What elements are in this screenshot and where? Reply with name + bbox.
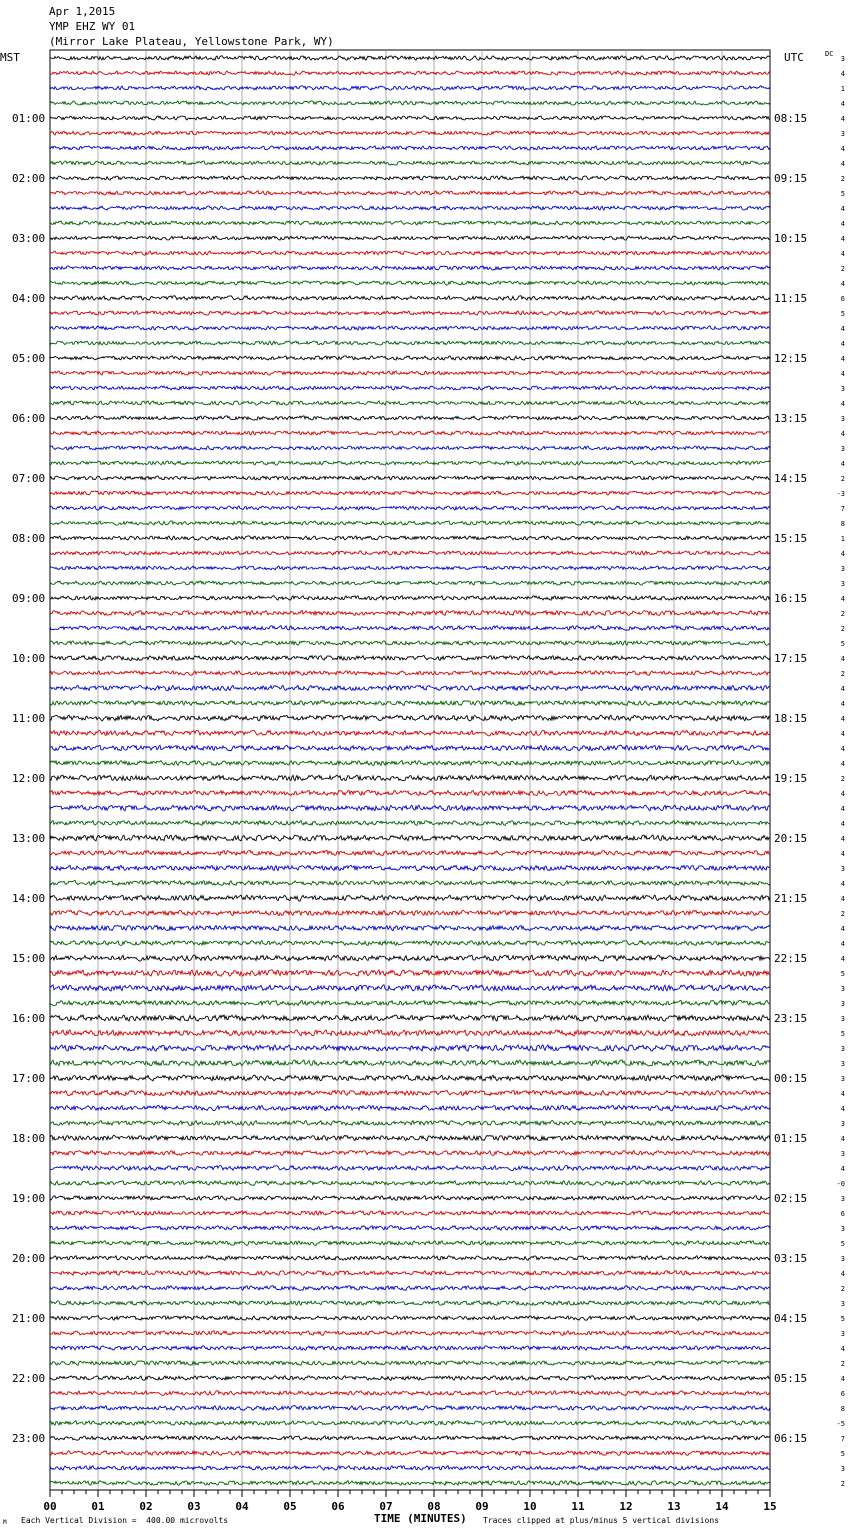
- dc-offset-label: 4: [840, 145, 845, 153]
- seismic-trace: [50, 326, 770, 330]
- seismic-trace: [50, 566, 770, 570]
- x-tick-label: 09: [475, 1500, 489, 1513]
- seismic-trace: [50, 386, 770, 390]
- dc-offset-label: 3: [840, 1330, 845, 1338]
- dc-offset-label: 3: [840, 55, 845, 63]
- seismic-trace: [50, 850, 770, 855]
- seismic-trace: [50, 611, 770, 616]
- dc-offset-label: 7: [840, 1435, 845, 1443]
- dc-offset-label: 4: [840, 235, 845, 243]
- x-tick-label: 00: [43, 1500, 57, 1513]
- mst-hour-label: 14:00: [12, 892, 46, 905]
- dc-offset-label: 4: [840, 355, 845, 363]
- mst-hour-label: 19:00: [12, 1192, 46, 1205]
- seismic-trace: [50, 1121, 770, 1126]
- dc-offset-label: 4: [840, 655, 845, 663]
- dc-offset-label: -3: [836, 490, 845, 498]
- dc-offset-label: 4: [840, 850, 845, 858]
- seismic-traces: [50, 56, 770, 1486]
- dc-offset-label: 4: [840, 220, 845, 228]
- dc-offset-label: 3: [840, 1150, 845, 1158]
- mst-hour-label: 15:00: [12, 952, 46, 965]
- dc-offset-label: 4: [840, 880, 845, 888]
- dc-offset-label: 6: [840, 295, 845, 303]
- corner-mark: M: [3, 1519, 7, 1526]
- dc-offset-label: 2: [840, 1480, 845, 1488]
- seismic-trace: [50, 1241, 770, 1246]
- dc-offset-label: 4: [840, 460, 845, 468]
- seismic-trace: [50, 461, 770, 465]
- seismic-trace: [50, 1135, 770, 1140]
- dc-offset-label: 5: [840, 190, 845, 198]
- mst-hour-label: 05:00: [12, 352, 46, 365]
- seismic-trace: [50, 416, 770, 420]
- mst-hour-label: 18:00: [12, 1132, 46, 1145]
- dc-offset-label: 4: [840, 790, 845, 798]
- dc-offset-label: 5: [840, 970, 845, 978]
- dc-offset-label: 1: [840, 535, 845, 543]
- x-tick-label: 13: [667, 1500, 681, 1513]
- dc-offset-label: 7: [840, 505, 845, 513]
- seismic-trace: [50, 641, 770, 645]
- seismic-trace: [50, 206, 770, 210]
- dc-offset-label: 4: [840, 205, 845, 213]
- dc-offset-label: 3: [840, 1225, 845, 1233]
- dc-offset-label: 4: [840, 895, 845, 903]
- seismic-trace: [50, 551, 770, 555]
- dc-offset-label: 3: [840, 1060, 845, 1068]
- seismic-trace: [50, 835, 770, 841]
- seismic-trace: [50, 895, 770, 901]
- seismic-trace: [50, 581, 770, 585]
- x-tick-label: 03: [187, 1500, 201, 1513]
- mst-hour-label: 13:00: [12, 832, 46, 845]
- seismic-trace: [50, 671, 770, 676]
- seismic-trace: [50, 1226, 770, 1231]
- dc-offset-label: 3: [840, 1465, 845, 1473]
- mst-hour-label: 03:00: [12, 232, 46, 245]
- dc-offset-label: 4: [840, 685, 845, 693]
- dc-offset-label: 3: [840, 1195, 845, 1203]
- dc-offset-label: 3: [840, 1255, 845, 1263]
- dc-offset-label: 4: [840, 940, 845, 948]
- seismic-trace: [50, 865, 770, 870]
- dc-offset-label: 4: [840, 1135, 845, 1143]
- x-tick-label: 14: [715, 1500, 729, 1513]
- seismic-trace: [50, 161, 770, 165]
- dc-offset-label: 4: [840, 1270, 845, 1278]
- utc-hour-label: 16:15: [774, 592, 808, 605]
- dc-offset-label: 3: [840, 1075, 845, 1083]
- utc-hour-label: 10:15: [774, 232, 808, 245]
- dc-offset-label: 4: [840, 1375, 845, 1383]
- mst-hour-label: 10:00: [12, 652, 46, 665]
- mst-hour-label: 20:00: [12, 1252, 46, 1265]
- seismic-trace: [50, 56, 770, 61]
- seismic-trace: [50, 506, 770, 510]
- seismic-trace: [50, 371, 770, 375]
- utc-hour-label: 20:15: [774, 832, 808, 845]
- dc-offset-label: 2: [840, 610, 845, 618]
- seismic-trace: [50, 701, 770, 706]
- seismic-trace: [50, 1391, 770, 1396]
- dc-offset-label: 4: [840, 745, 845, 753]
- seismic-trace: [50, 1466, 770, 1470]
- x-tick-label: 06: [331, 1500, 345, 1513]
- mst-hour-label: 11:00: [12, 712, 46, 725]
- dc-offset-label: 3: [840, 1300, 845, 1308]
- dc-offset-label: 4: [840, 820, 845, 828]
- seismic-trace: [50, 655, 770, 660]
- x-tick-label: 01: [91, 1500, 105, 1513]
- x-tick-label: 12: [619, 1500, 633, 1513]
- seismic-trace: [50, 805, 770, 811]
- dc-offset-label: 3: [840, 1015, 845, 1023]
- dc-offset-label: 3: [840, 415, 845, 423]
- station-code: YMP EHZ WY 01: [49, 20, 136, 33]
- seismic-trace: [50, 1331, 770, 1336]
- x-tick-label: 15: [763, 1500, 777, 1513]
- dc-offset-label: 2: [840, 1360, 845, 1368]
- dc-offset-label: 4: [840, 70, 845, 78]
- seismic-trace: [50, 1376, 770, 1381]
- seismic-trace: [50, 311, 770, 315]
- dc-offset-label: 1: [840, 85, 845, 93]
- dc-offset-label: 8: [840, 520, 845, 528]
- seismic-trace: [50, 296, 770, 301]
- mst-hour-label: 17:00: [12, 1072, 46, 1085]
- utc-hour-label: 19:15: [774, 772, 808, 785]
- dc-offset-label: 5: [840, 1240, 845, 1248]
- seismic-trace: [50, 236, 770, 240]
- seismic-trace: [50, 446, 770, 450]
- dc-offset-label: 3: [840, 580, 845, 588]
- utc-hour-label: 11:15: [774, 292, 808, 305]
- seismic-trace: [50, 266, 770, 270]
- seismic-trace: [50, 1301, 770, 1306]
- dc-offset-label: 5: [840, 1450, 845, 1458]
- dc-offset-label: 2: [840, 175, 845, 183]
- dc-offset-label: 4: [840, 760, 845, 768]
- x-tick-label: 07: [379, 1500, 393, 1513]
- seismic-trace: [50, 1000, 770, 1005]
- seismic-trace: [50, 86, 770, 90]
- x-tick-label: 08: [427, 1500, 441, 1513]
- mst-hour-label: 06:00: [12, 412, 46, 425]
- utc-hour-label: 23:15: [774, 1012, 808, 1025]
- dc-offset-label: 4: [840, 1345, 845, 1353]
- seismic-trace: [50, 1256, 770, 1260]
- seismic-trace: [50, 955, 770, 961]
- mst-hour-label: 08:00: [12, 532, 46, 545]
- dc-offset-label: 4: [840, 1090, 845, 1098]
- seismic-trace: [50, 431, 770, 435]
- seismic-trace: [50, 1105, 770, 1110]
- seismic-trace: [50, 1406, 770, 1411]
- seismic-trace: [50, 491, 770, 495]
- dc-offset-label: 4: [840, 1165, 845, 1173]
- dc-offset-label: 4: [840, 400, 845, 408]
- dc-offset-label: 4: [840, 955, 845, 963]
- dc-offset-label: 4: [840, 280, 845, 288]
- dc-offset-label: 2: [840, 910, 845, 918]
- dc-offset-label: 3: [840, 1000, 845, 1008]
- seismic-trace: [50, 281, 770, 285]
- seismic-trace: [50, 101, 770, 105]
- utc-hour-label: 21:15: [774, 892, 808, 905]
- dc-offset-label: 6: [840, 1390, 845, 1398]
- utc-hour-label: 03:15: [774, 1252, 808, 1265]
- seismic-trace: [50, 715, 770, 721]
- dc-offset-label: 4: [840, 325, 845, 333]
- dc-offset-label: 4: [840, 370, 845, 378]
- seismic-trace: [50, 1481, 770, 1485]
- utc-hour-label: 15:15: [774, 532, 808, 545]
- dc-offset-label: 2: [840, 265, 845, 273]
- x-tick-label: 04: [235, 1500, 249, 1513]
- station-location: (Mirror Lake Plateau, Yellowstone Park, WY): [49, 35, 334, 48]
- dc-label: DC: [825, 50, 834, 58]
- seismic-trace: [50, 941, 770, 946]
- seismic-trace: [50, 730, 770, 735]
- seismic-trace: [50, 191, 770, 195]
- x-tick-label: 02: [139, 1500, 153, 1513]
- mst-hour-label: 16:00: [12, 1012, 46, 1025]
- utc-hour-label: 00:15: [774, 1072, 808, 1085]
- utc-hour-label: 01:15: [774, 1132, 808, 1145]
- seismic-trace: [50, 521, 770, 525]
- dc-offset-label: 3: [840, 445, 845, 453]
- seismic-trace: [50, 880, 770, 885]
- utc-hour-label: 22:15: [774, 952, 808, 965]
- dc-offset-label: 4: [840, 835, 845, 843]
- seismic-trace: [50, 760, 770, 765]
- seismic-trace: [50, 476, 770, 480]
- utc-hour-label: 02:15: [774, 1192, 808, 1205]
- dc-offset-label: 3: [840, 385, 845, 393]
- dc-offset-label: 3: [840, 1120, 845, 1128]
- seismic-trace: [50, 1045, 770, 1051]
- seismic-trace: [50, 1271, 770, 1276]
- dc-offset-label: 4: [840, 595, 845, 603]
- mst-hour-label: 22:00: [12, 1372, 46, 1385]
- seismic-trace: [50, 970, 770, 976]
- dc-offset-label: 4: [840, 550, 845, 558]
- dc-offset-label: 4: [840, 700, 845, 708]
- mst-hour-label: 01:00: [12, 112, 46, 125]
- utc-hour-label: 14:15: [774, 472, 808, 485]
- clip-note: Traces clipped at plus/minus 5 vertical divisions: [483, 1516, 720, 1525]
- dc-offset-label: 2: [840, 775, 845, 783]
- seismic-trace: [50, 985, 770, 991]
- seismic-trace: [50, 401, 770, 405]
- dc-offset-label: 4: [840, 925, 845, 933]
- vertical-division-note: Each Vertical Division = 400.00 microvolts: [21, 1516, 229, 1525]
- seismic-trace: [50, 1060, 770, 1066]
- dc-offset-label: 4: [840, 250, 845, 258]
- mst-hour-label: 07:00: [12, 472, 46, 485]
- seismic-trace: [50, 925, 770, 930]
- utc-hour-label: 05:15: [774, 1372, 808, 1385]
- x-tick-label: 11: [571, 1500, 585, 1513]
- seismic-trace: [50, 1196, 770, 1201]
- seismic-trace: [50, 146, 770, 150]
- dc-offset-label: 2: [840, 1285, 845, 1293]
- dc-offset-label: 5: [840, 1315, 845, 1323]
- utc-hour-label: 09:15: [774, 172, 808, 185]
- seismic-trace: [50, 1316, 770, 1321]
- seismic-trace: [50, 536, 770, 540]
- dc-offset-label: 4: [840, 340, 845, 348]
- seismic-trace: [50, 596, 770, 600]
- seismic-trace: [50, 1451, 770, 1456]
- seismic-trace: [50, 176, 770, 180]
- dc-offset-label: 3: [840, 1045, 845, 1053]
- seismic-trace: [50, 341, 770, 345]
- seismic-trace: [50, 1211, 770, 1215]
- dc-offset-label: 6: [840, 1210, 845, 1218]
- dc-offset-label: 3: [840, 985, 845, 993]
- utc-hour-label: 04:15: [774, 1312, 808, 1325]
- dc-offset-label: 5: [840, 1030, 845, 1038]
- seismic-trace: [50, 1075, 770, 1081]
- dc-offset-label: 4: [840, 715, 845, 723]
- mst-hour-label: 09:00: [12, 592, 46, 605]
- seismic-trace: [50, 910, 770, 915]
- dc-offset-label: -0: [836, 1180, 845, 1188]
- x-axis-label: TIME (MINUTES): [374, 1512, 467, 1525]
- dc-offset-label: 5: [840, 310, 845, 318]
- seismic-trace: [50, 1090, 770, 1095]
- seismic-trace: [50, 775, 770, 781]
- seismic-trace: [50, 1346, 770, 1350]
- dc-offset-label: 4: [840, 730, 845, 738]
- seismic-trace: [50, 1286, 770, 1291]
- seismic-trace: [50, 131, 770, 135]
- seismic-trace: [50, 221, 770, 225]
- dc-offset-label: 4: [840, 430, 845, 438]
- seismic-trace: [50, 745, 770, 751]
- dc-offset-label: 8: [840, 1405, 845, 1413]
- dc-offset-label: 3: [840, 565, 845, 573]
- utc-hour-label: 13:15: [774, 412, 808, 425]
- utc-hour-label: 06:15: [774, 1432, 808, 1445]
- dc-offset-label: 4: [840, 100, 845, 108]
- dc-offset-label: 3: [840, 130, 845, 138]
- seismic-trace: [50, 116, 770, 120]
- seismic-trace: [50, 1166, 770, 1171]
- seismic-trace: [50, 685, 770, 690]
- dc-offset-label: 4: [840, 160, 845, 168]
- mst-hour-label: 12:00: [12, 772, 46, 785]
- seismic-trace: [50, 1181, 770, 1186]
- dc-offset-label: 2: [840, 670, 845, 678]
- dc-offset-label: -5: [836, 1420, 845, 1428]
- x-tick-label: 10: [523, 1500, 537, 1513]
- seismic-trace: [50, 1151, 770, 1156]
- mst-hour-label: 04:00: [12, 292, 46, 305]
- seismic-trace: [50, 790, 770, 795]
- x-tick-label: 05: [283, 1500, 297, 1513]
- seismic-trace: [50, 1436, 770, 1441]
- mst-axis-label: MST: [0, 51, 20, 64]
- seismic-trace: [50, 1030, 770, 1036]
- mst-hour-label: 21:00: [12, 1312, 46, 1325]
- utc-hour-label: 18:15: [774, 712, 808, 725]
- dc-offset-label: 3: [840, 865, 845, 873]
- seismic-trace: [50, 1361, 770, 1366]
- seismic-trace: [50, 626, 770, 631]
- seismic-trace: [50, 251, 770, 255]
- seismic-trace: [50, 1421, 770, 1425]
- dc-offset-label: 2: [840, 475, 845, 483]
- mst-hour-label: 23:00: [12, 1432, 46, 1445]
- seismic-trace: [50, 356, 770, 360]
- seismic-trace: [50, 71, 770, 75]
- utc-hour-label: 17:15: [774, 652, 808, 665]
- dc-offset-label: 4: [840, 805, 845, 813]
- mst-hour-label: 02:00: [12, 172, 46, 185]
- dc-offset-label: 4: [840, 115, 845, 123]
- utc-axis-label: UTC: [784, 51, 804, 64]
- utc-hour-label: 12:15: [774, 352, 808, 365]
- dc-offset-label: 4: [840, 1105, 845, 1113]
- seismic-trace: [50, 1015, 770, 1021]
- dc-offset-label: 2: [840, 625, 845, 633]
- dc-offset-label: 5: [840, 640, 845, 648]
- seismic-trace: [50, 821, 770, 826]
- record-date: Apr 1,2015: [49, 5, 116, 18]
- utc-hour-label: 08:15: [774, 112, 808, 125]
